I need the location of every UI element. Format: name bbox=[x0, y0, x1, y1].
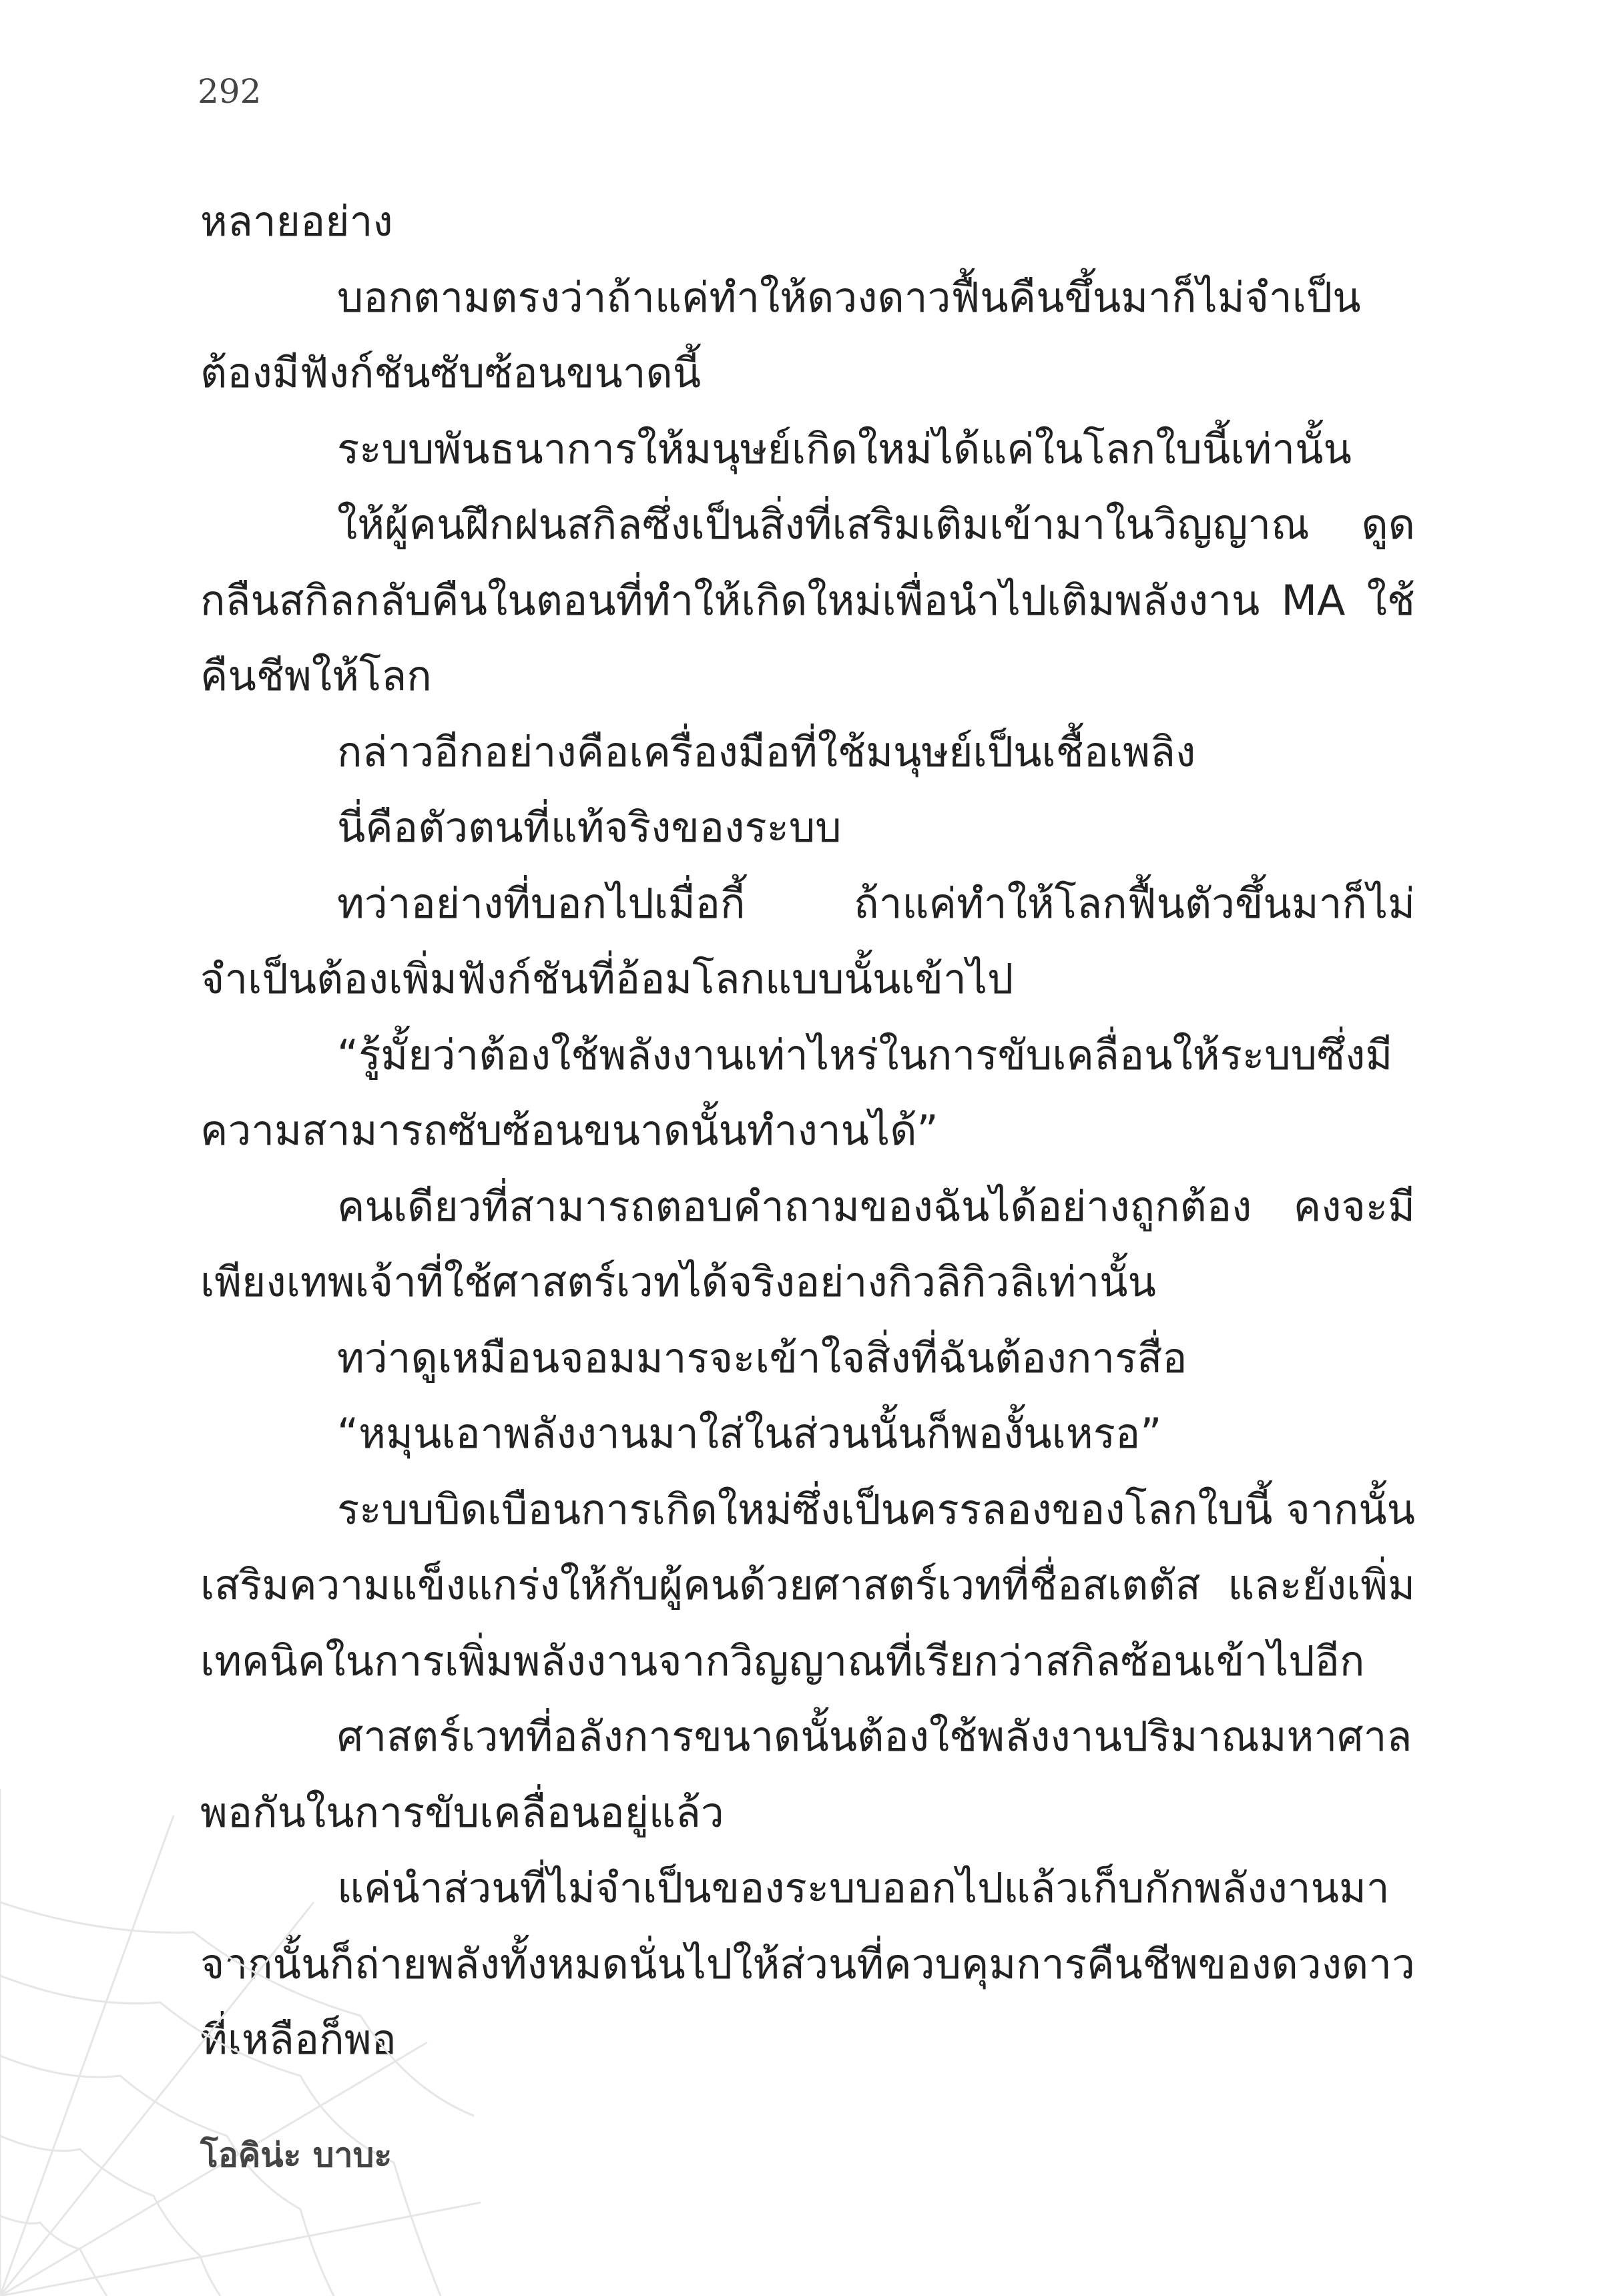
paragraph: ให้ผู้คนฝึกฝนสกิลซึ่งเป็นสิ่งที่เสริมเติมเข้ามาในวิญญาณ ดูดกลืนสกิลกลับคืนในตอนที่ทำให้เกิดใหม่เพื่อนำไปเติมพลังงาน MA ใช้คืนชีพให้โลก bbox=[200, 500, 1415, 700]
paragraph: กล่าวอีกอย่างคือเครื่องมือที่ใช้มนุษย์เป็นเชื้อเพลิง bbox=[337, 727, 1196, 776]
spider-web-icon bbox=[0, 1789, 481, 2296]
author-name: โอคิน่ะ บาบะ bbox=[200, 2136, 392, 2175]
paragraph: แค่นำส่วนที่ไม่จำเป็นของระบบออกไปแล้วเก็บกักพลังงานมาจากนั้นก็ถ่ายพลังทั้งหมดนั่นไปให้ส่วนที่ควบคุมการคืนชีพของดวงดาวที่เหลือก็พอ bbox=[200, 1863, 1415, 2064]
paragraph: หลายอย่าง bbox=[200, 197, 393, 246]
paragraph: “รู้มั้ยว่าต้องใช้พลังงานเท่าไหร่ในการขับเคลื่อนให้ระบบซึ่งมีความสามารถซับซ้อนขนาดนั้นทำงานได้” bbox=[200, 1030, 1393, 1155]
paragraph: นี่คือตัวตนที่แท้จริงของระบบ bbox=[337, 803, 842, 852]
paragraph: “หมุนเอาพลังงานมาใส่ในส่วนนั้นก็พองั้นเหรอ” bbox=[337, 1409, 1162, 1458]
paragraph: บอกตามตรงว่าถ้าแค่ทำให้ดวงดาวฟื้นคืนขึ้นมาก็ไม่จำเป็นต้องมีฟังก์ชันซับซ้อนขนาดนี้ bbox=[200, 272, 1361, 397]
page-number: 292 bbox=[198, 72, 262, 111]
paragraph: ระบบบิดเบือนการเกิดใหม่ซึ่งเป็นครรลองของโลกใบนี้ จากนั้นเสริมความแข็งแกร่งให้กับผู้คนด้วยศาสตร์เวทที่ชื่อสเตตัส และยังเพิ่มเทคนิคในการเพิ่มพลังงานจากวิญญาณที่เรียกว่าสกิลซ้อนเข้าไปอีก bbox=[200, 1484, 1415, 1685]
paragraph: ศาสตร์เวทที่อลังการขนาดนั้นต้องใช้พลังงานปริมาณมหาศาลพอกันในการขับเคลื่อนอยู่แล้ว bbox=[200, 1712, 1412, 1837]
paragraph: ทว่าอย่างที่บอกไปเมื่อกี้ ถ้าแค่ทำให้โลกฟื้นตัวขึ้นมาก็ไม่จำเป็นต้องเพิ่มฟังก์ชันที่อ้อมโลกแบบนั้นเข้าไป bbox=[200, 878, 1415, 1003]
paragraph: ระบบพันธนาการให้มนุษย์เกิดใหม่ได้แค่ในโลกใบนี้เท่านั้น bbox=[337, 424, 1352, 473]
paragraph: คนเดียวที่สามารถตอบคำถามของฉันได้อย่างถูกต้อง คงจะมีเพียงเทพเจ้าที่ใช้ศาสตร์เวทได้จริงอย่างกิวลิกิวลิเท่านั้น bbox=[200, 1181, 1415, 1306]
paragraph: ทว่าดูเหมือนจอมมารจะเข้าใจสิ่งที่ฉันต้องการสื่อ bbox=[337, 1333, 1187, 1382]
